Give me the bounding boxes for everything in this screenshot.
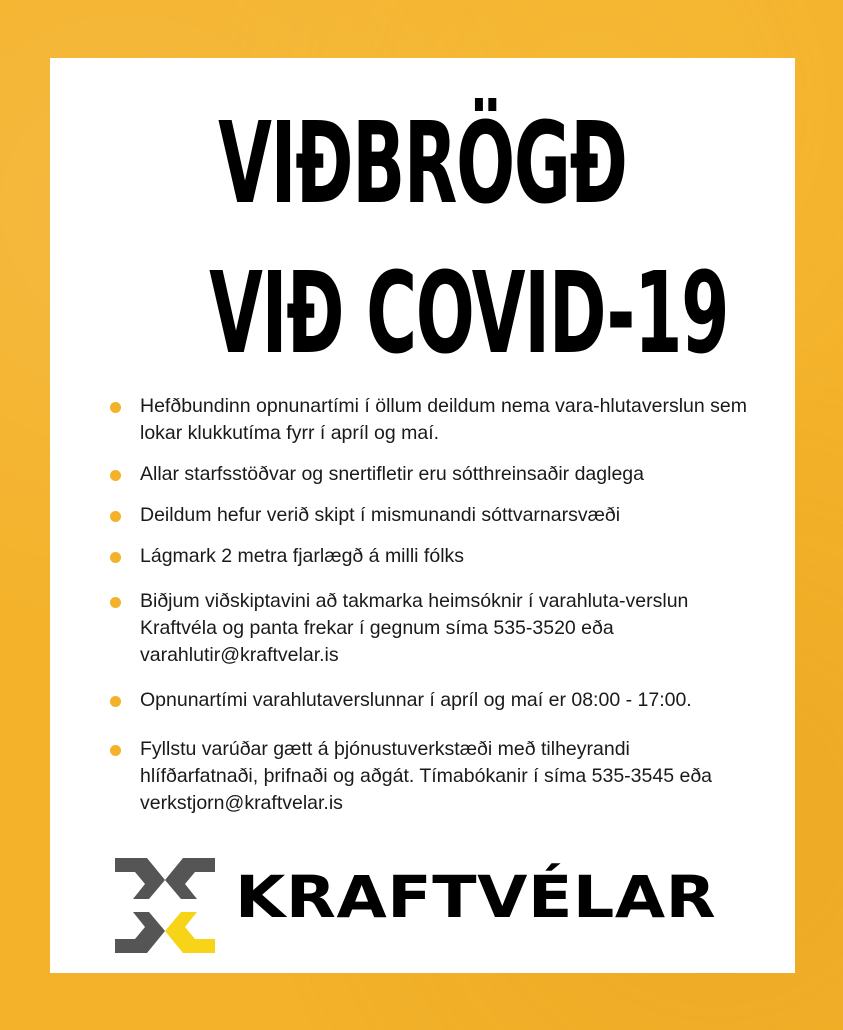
bullet-dot-icon xyxy=(110,511,121,522)
bullet-dot-icon xyxy=(110,597,121,608)
bullet-text: Biðjum viðskiptavini að takmarka heimsóknir í varahluta-verslun Kraftvéla og panta frekar í gegnum síma 535-3520 eða varahlutir@kraftvelar.is xyxy=(140,590,689,666)
bullet-text: Fyllstu varúðar gætt á þjónustuverkstæði með tilheyrandi hlífðarfatnaði, þrifnaði og aðgát. Tímabókanir í síma 535-3545 eða verkstjorn@kraftvelar.is xyxy=(140,738,713,814)
bullet-item xyxy=(108,461,748,488)
bullet-dot-icon xyxy=(110,696,121,707)
bullet-item xyxy=(108,736,748,817)
kraftvelar-logo-icon xyxy=(115,858,215,953)
bullet-text: Hefðbundinn opnunartími í öllum deildum nema vara-hlutaverslun sem lokar klukkutíma fyrr í apríl og maí. xyxy=(140,395,747,444)
bullet-dot-icon xyxy=(110,470,121,481)
headline-line-1: VIÐBRÖGÐ xyxy=(218,99,627,229)
poster-panel xyxy=(50,58,795,973)
bullet-text: Allar starfsstöðvar og snertifletir eru sótthreinsaðir daglega xyxy=(140,463,644,485)
bullet-text: Deildum hefur verið skipt í mismunandi sóttvarnarsvæði xyxy=(140,504,621,526)
bullet-text: Lágmark 2 metra fjarlægð á milli fólks xyxy=(140,545,465,567)
bullet-text: Opnunartími varahlutaverslunnar í apríl og maí er 08:00 - 17:00. xyxy=(140,689,692,711)
bullet-item xyxy=(108,393,748,447)
bullet-list xyxy=(108,393,748,817)
bullet-dot-icon xyxy=(110,552,121,563)
bullet-item xyxy=(108,588,748,669)
bullet-item xyxy=(108,687,748,714)
bullet-item xyxy=(108,543,748,570)
logo-wordmark: KRAFTVÉLAR xyxy=(235,863,717,931)
bullet-dot-icon xyxy=(110,745,121,756)
bullet-item xyxy=(108,502,748,529)
headline-line-2: VIÐ COVID-19 xyxy=(209,249,729,379)
kraftvelar-logo xyxy=(115,858,765,953)
bullet-dot-icon xyxy=(110,402,121,413)
